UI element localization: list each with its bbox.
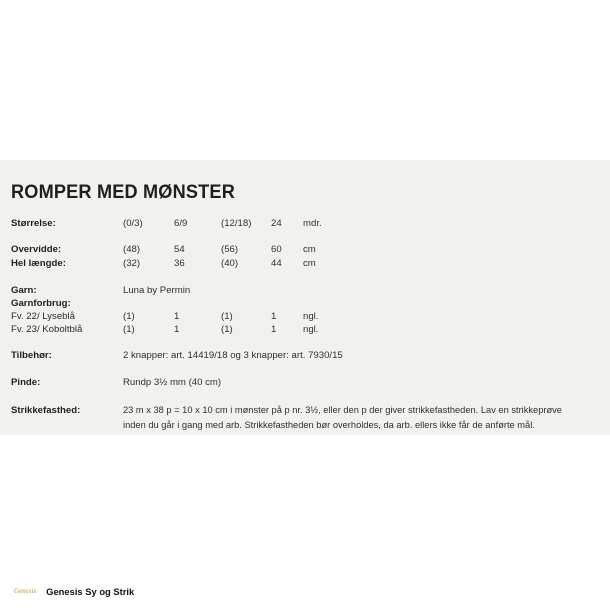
size-col-3: (12/18) bbox=[221, 218, 252, 229]
size-col-1: (0/3) bbox=[123, 218, 143, 229]
color-1-col-4: 1 bbox=[271, 311, 277, 322]
length-col-3: (40) bbox=[221, 258, 239, 269]
accessories-label: Tilbehør: bbox=[11, 350, 52, 361]
length-col-1: (32) bbox=[123, 258, 141, 269]
page-title: ROMPER MED MØNSTER bbox=[11, 181, 235, 203]
accessories-value: 2 knapper: art. 14419/18 og 3 knapper: art. 7930/15 bbox=[123, 350, 343, 361]
size-label: Størrelse: bbox=[11, 218, 56, 229]
length-unit: cm bbox=[303, 258, 316, 269]
yarn-label: Garn: bbox=[11, 285, 37, 296]
color-2-label: Fv. 23/ Koboltblå bbox=[11, 324, 83, 335]
chest-col-1: (48) bbox=[123, 244, 141, 255]
chest-col-2: 54 bbox=[174, 244, 185, 255]
needles-label: Pinde: bbox=[11, 377, 41, 388]
size-col-2: 6/9 bbox=[174, 218, 188, 229]
chest-col-3: (56) bbox=[221, 244, 239, 255]
color-1-col-1: (1) bbox=[123, 311, 135, 322]
color-1-label: Fv. 22/ Lyseblå bbox=[11, 311, 75, 322]
length-col-2: 36 bbox=[174, 258, 185, 269]
length-col-4: 44 bbox=[271, 258, 282, 269]
color-2-unit: ngl. bbox=[303, 324, 319, 335]
gauge-text-line-1: 23 m x 38 p = 10 x 10 cm i mønster på p nr. 3½, eller den p der giver strikkefastheden. Lav en strikkeprøve bbox=[123, 405, 562, 415]
yarn-usage-label: Garnforbrug: bbox=[11, 298, 71, 309]
gauge-text-line-2: inden du går i gang med arb. Strikkefastheden bør overholdes, da arb. ellers ikke får de anførte mål. bbox=[123, 420, 535, 430]
chest-label: Overvidde: bbox=[11, 244, 62, 255]
color-1-col-3: (1) bbox=[221, 311, 233, 322]
footer bbox=[14, 585, 134, 597]
length-label: Hel længde: bbox=[11, 258, 66, 269]
color-2-col-4: 1 bbox=[271, 324, 277, 335]
color-2-col-2: 1 bbox=[174, 324, 180, 335]
chest-unit: cm bbox=[303, 244, 316, 255]
color-1-col-2: 1 bbox=[174, 311, 180, 322]
yarn-value: Luna by Permin bbox=[123, 285, 191, 296]
gauge-label: Strikkefasthed: bbox=[11, 405, 81, 416]
needles-value: Rundp 3½ mm (40 cm) bbox=[123, 377, 222, 388]
size-unit: mdr. bbox=[303, 218, 322, 229]
color-1-unit: ngl. bbox=[303, 311, 319, 322]
brand-name: Genesis Sy og Strik bbox=[46, 585, 135, 597]
color-2-col-3: (1) bbox=[221, 324, 233, 335]
color-2-col-1: (1) bbox=[123, 324, 135, 335]
genesis-logo: Genesis bbox=[14, 587, 37, 595]
size-col-4: 24 bbox=[271, 218, 282, 229]
chest-col-4: 60 bbox=[271, 244, 282, 255]
